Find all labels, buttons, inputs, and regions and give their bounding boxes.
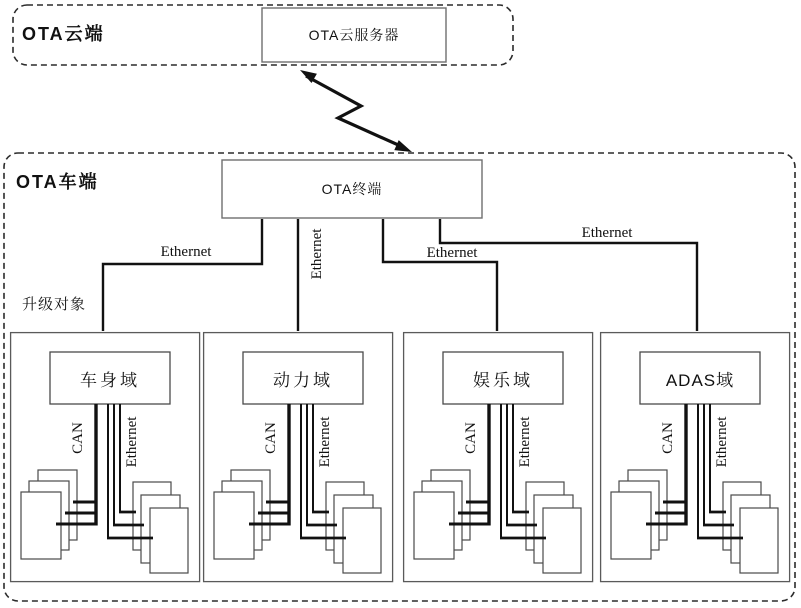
can-bus-label-infotainment: CAN (463, 422, 479, 454)
ethernet-bus-label-adas: Ethernet (714, 416, 730, 468)
cloud-section-label: OTA云端 (22, 24, 105, 44)
trunk-ethernet-label-2: Ethernet (309, 228, 325, 280)
ota-terminal-label: OTA终端 (321, 181, 383, 197)
can-bus-label-body: CAN (70, 422, 86, 454)
domain-title-infotainment: 娱乐域 (473, 370, 533, 390)
cloud-server-label: OTA云服务器 (308, 27, 400, 43)
ethernet-bus-label-body: Ethernet (124, 416, 140, 468)
upgrade-targets-label: 升级对象 (22, 296, 87, 313)
domain-title-body: 车身域 (80, 370, 140, 390)
domain-title-adas: ADAS域 (665, 370, 735, 390)
ethernet-bus-label-infotainment: Ethernet (517, 416, 533, 468)
trunk-ethernet-label-3: Ethernet (426, 245, 478, 261)
vehicle-section-label: OTA车端 (16, 172, 99, 192)
trunk-ethernet-label-1: Ethernet (160, 244, 212, 260)
wireless-link-arrow (300, 70, 412, 152)
trunk-ethernet-label-4: Ethernet (581, 225, 633, 241)
can-bus-label-adas: CAN (660, 422, 676, 454)
can-bus-label-powertrain: CAN (263, 422, 279, 454)
domain-title-powertrain: 动力域 (273, 370, 333, 390)
ethernet-bus-label-powertrain: Ethernet (317, 416, 333, 468)
